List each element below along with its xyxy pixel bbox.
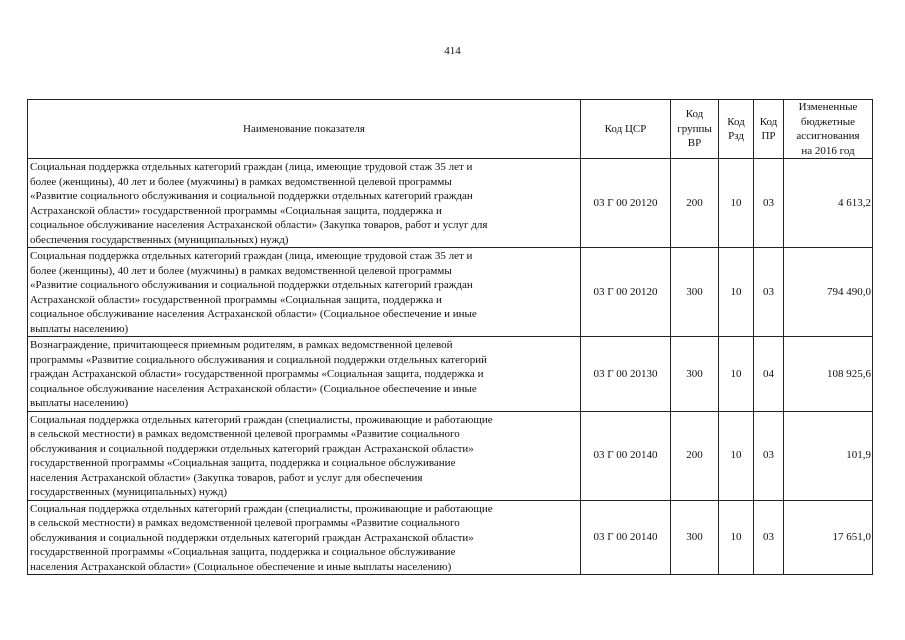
indicator-name-cell [28,337,581,412]
pr-code-cell: 03 [754,159,784,248]
pr-code-cell: 04 [754,337,784,412]
indicator-name-line: «Развитие социального обслуживания и социальной поддержки отдельных категорий граждан [30,279,473,291]
table-row [28,411,873,500]
pr-code-cell: 03 [754,411,784,500]
header-name: Наименование показателя [28,100,581,159]
csr-code-cell: 03 Г 00 20130 [581,337,671,412]
indicator-name-line: Астраханской области» государственной программы «Социальная защита, поддержка и [30,293,442,306]
indicator-name-line: населения Астраханской области» (Социальное обеспечение и иные выплаты населению) [30,560,452,573]
vr-code-cell: 200 [671,411,719,500]
header-pr-line: Код [759,115,778,128]
header-pr-line: ПР [761,130,776,142]
indicator-name-line: в сельской местности) в рамках ведомственной целевой программы «Развитие социального [30,428,460,440]
indicator-name-line: населения Астраханской области» (Закупка товаров, работ и услуг для обеспечения [30,471,423,484]
header-rzd [719,100,754,159]
table-header-row [28,100,873,159]
indicator-name-line: более (женщины), 40 лет и более (мужчины) в рамках ведомственной целевой программы [30,264,452,277]
vr-code-cell: 300 [671,248,719,337]
header-amount-line: на 2016 год [801,144,855,157]
amount-cell: 101,9 [784,411,873,500]
indicator-name-line: выплаты населению) [30,397,129,409]
indicator-name-line: Социальная поддержка отдельных категорий граждан (лица, имеющие трудовой стаж 35 лет и [30,161,473,173]
csr-code-cell: 03 Г 00 20140 [581,411,671,500]
header-pr [754,100,784,159]
header-vr-line: ВР [687,137,702,150]
rzd-code-cell: 10 [719,248,754,337]
indicator-name-line: в сельской местности) в рамках ведомственной целевой программы «Развитие социального [30,517,460,529]
pr-code-cell: 03 [754,500,784,575]
header-amount-line: Измененные [798,101,858,113]
indicator-name-line: социальное обслуживание населения Астраханской области» (Социальное обеспечение и иные [30,308,477,320]
header-amount [784,100,873,159]
vr-code-cell: 200 [671,159,719,248]
indicator-name-line: Вознаграждение, причитающееся приемным родителям, в рамках ведомственной целевой [30,339,453,351]
amount-cell: 4 613,2 [784,159,873,248]
indicator-name-line: программы «Развитие социального обслуживания и социальной поддержки отдельных категорий [30,353,487,366]
indicator-name-line: выплаты населению) [30,322,129,335]
table-row [28,159,873,248]
page-number: 414 [444,45,461,57]
vr-code-cell: 300 [671,337,719,412]
csr-code-cell: 03 Г 00 20140 [581,500,671,575]
rzd-code-cell: 10 [719,500,754,575]
indicator-name-line: государственной программы «Социальная защита, поддержка и социальное обслуживание [30,546,456,558]
budget-table [27,99,873,575]
header-vr-line: группы [677,122,712,135]
indicator-name-line: государственной программы «Социальная защита, поддержка и социальное обслуживание [30,457,456,469]
csr-code-cell: 03 Г 00 20120 [581,159,671,248]
indicator-name-line: «Развитие социального обслуживания и социальной поддержки отдельных категорий граждан [30,190,473,202]
header-vr [671,100,719,159]
header-amount-line: ассигнования [796,130,860,142]
indicator-name-line: Социальная поддержка отдельных категорий граждан (специалисты, проживающие и работающие [30,413,493,426]
header-vr-line: Код [685,108,704,121]
indicator-name-cell [28,411,581,500]
header-amount-line: бюджетные [800,115,856,128]
csr-code-cell: 03 Г 00 20120 [581,248,671,337]
vr-code-cell: 300 [671,500,719,575]
indicator-name-cell [28,248,581,337]
indicator-name-line: обеспечения государственных (муниципальных) нужд) [30,233,289,246]
table-row [28,500,873,575]
indicator-name-line: Социальная поддержка отдельных категорий граждан (специалисты, проживающие и работающие [30,502,493,515]
amount-cell: 17 651,0 [784,500,873,575]
indicator-name-cell [28,159,581,248]
amount-cell: 794 490,0 [784,248,873,337]
indicator-name-line: Астраханской области» государственной программы «Социальная защита, поддержка и [30,204,442,217]
header-rzd-line: Код [727,115,745,128]
indicator-name-cell [28,500,581,575]
indicator-name-line: социальное обслуживание населения Астраханской области» (Социальное обеспечение и иные [30,382,477,395]
header-rzd-line: Рзд [728,130,744,142]
rzd-code-cell: 10 [719,159,754,248]
indicator-name-line: обслуживания и социальной поддержки отдельных категорий граждан Астраханской области» [30,531,474,544]
pr-code-cell: 03 [754,248,784,337]
rzd-code-cell: 10 [719,337,754,412]
indicator-name-line: обслуживания и социальной поддержки отдельных категорий граждан Астраханской области» [30,442,474,455]
indicator-name-line: граждан Астраханской области» государственной программы «Социальная защита, поддержка и [30,368,484,380]
rzd-code-cell: 10 [719,411,754,500]
amount-cell: 108 925,6 [784,337,873,412]
indicator-name-line: более (женщины), 40 лет и более (мужчины) в рамках ведомственной целевой программы [30,175,452,188]
indicator-name-line: Социальная поддержка отдельных категорий граждан (лица, имеющие трудовой стаж 35 лет и [30,250,473,262]
header-csr: Код ЦСР [581,100,671,159]
indicator-name-line: социальное обслуживание населения Астраханской области» (Закупка товаров, работ и услуг для [30,219,488,231]
table-row [28,248,873,337]
table-row [28,337,873,412]
indicator-name-line: государственных (муниципальных) нужд) [30,486,227,498]
